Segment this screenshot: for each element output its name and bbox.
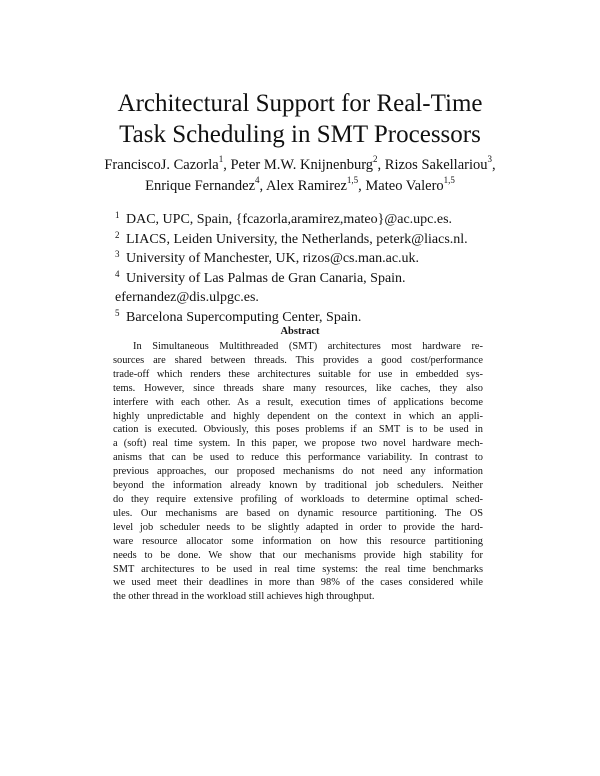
abstract-line: In Simultaneous Multithreaded (SMT) architectures most hardware re-	[133, 341, 483, 352]
author-name: , Rizos Sakellariou	[377, 157, 488, 173]
abstract-line: anisms that can be used to reduce this performance variability. In contrast to	[113, 452, 483, 464]
affiliation-item: 3 University of Manchester, UK, rizos@cs.man.ac.uk.	[115, 249, 420, 266]
author-separator: ,	[492, 157, 496, 173]
affiliation-item: 5 Barcelona Supercomputing Center, Spain.	[115, 307, 362, 325]
affiliation-item: 4 University of Las Palmas de Gran Canaria, Spain.	[115, 268, 406, 286]
author-line-2	[0, 176, 600, 197]
abstract-line: tems. However, since threads share many resources, like caches, they also	[113, 382, 483, 394]
title-line-1: Architectural Support for Real-Time	[117, 90, 483, 117]
affiliation-item: 2 LIACS, Leiden University, the Netherlands, peterk@liacs.nl.	[115, 229, 468, 247]
abstract-body	[113, 340, 483, 604]
author-affiliation-mark: 1,5	[346, 175, 359, 186]
affiliation-text: University of Manchester, UK, rizos@cs.man.ac.uk.	[126, 251, 420, 266]
author-line-1	[0, 155, 600, 176]
abstract-line: cation is executed. Obviously, this poses problems if an SMT is to be used in	[113, 424, 483, 436]
author-affiliation-mark: 1	[218, 154, 224, 165]
abstract-line: SMT architectures to be used in real time systems: the real time benchmarks	[113, 563, 483, 575]
affiliation-text: DAC, UPC, Spain, {fcazorla,aramirez,mateo}@ac.upc.es.	[126, 212, 453, 227]
paper-title	[0, 88, 600, 150]
abstract-line: previous approaches, our proposed mechanisms do not need any information	[113, 466, 483, 478]
affiliation-email: efernandez@dis.ulpgc.es.	[115, 290, 259, 305]
affiliation-text: LIACS, Leiden University, the Netherlands, peterk@liacs.nl.	[126, 231, 468, 247]
author-list	[0, 155, 600, 197]
abstract-line: needs to be done. We show that our mechanisms provide high stability for	[113, 549, 483, 561]
abstract-line: do they require extensive profiling of workloads to determine optimal sched-	[113, 493, 483, 505]
author-name: Enrique Fernandez	[145, 178, 256, 194]
abstract-line: interfere with each other. As a result, execution times of applications become	[113, 396, 483, 408]
abstract-line: ules. Our mechanisms are based on dynamic resource partitioning. The OS	[113, 507, 483, 519]
author-name: , Peter M.W. Knijnenburg	[223, 157, 374, 173]
author-affiliation-mark: 2	[373, 154, 378, 165]
abstract-line: a (soft) real time system. In this paper, we propose two novel hardware mech-	[113, 438, 483, 450]
author-affiliation-mark: 4	[255, 175, 260, 186]
affiliation-text: Barcelona Supercomputing Center, Spain.	[126, 309, 362, 325]
affiliation-list	[115, 210, 535, 327]
author-name: , Alex Ramirez	[259, 178, 347, 194]
author-name: , Mateo Valero	[358, 178, 444, 194]
affiliation-item: 1 DAC, UPC, Spain, {fcazorla,aramirez,mateo}@ac.upc.es.	[115, 210, 453, 227]
abstract-line: highly unpredictable and highly dependent on the context in which an appli-	[113, 410, 483, 422]
abstract-line: ware resource allocator some information on how this resource partitioning	[113, 535, 483, 547]
abstract-line: we used meet their deadlines in more than 98% of the cases considered while	[113, 577, 483, 589]
abstract-line: sources are shared between threads. This provides a good cost/performance	[113, 354, 483, 366]
abstract-line: trade-off which renders these architectures suitable for use in embedded sys-	[113, 368, 483, 380]
author-name: FranciscoJ. Cazorla	[104, 157, 219, 173]
abstract-heading: Abstract	[280, 326, 320, 337]
title-line-2: Task Scheduling in SMT Processors	[119, 121, 481, 148]
abstract-line: level job scheduler needs to be slightly adapted in order to provide the hard-	[113, 521, 483, 533]
abstract-line: beyond the information already known by traditional job schedulers. Neither	[113, 480, 483, 492]
abstract-line: the other thread in the workload still achieves high throughput.	[113, 591, 375, 603]
author-affiliation-mark: 1,5	[443, 175, 455, 186]
author-affiliation-mark: 3	[487, 154, 492, 165]
affiliation-text: University of Las Palmas de Gran Canaria, Spain.	[126, 270, 406, 286]
